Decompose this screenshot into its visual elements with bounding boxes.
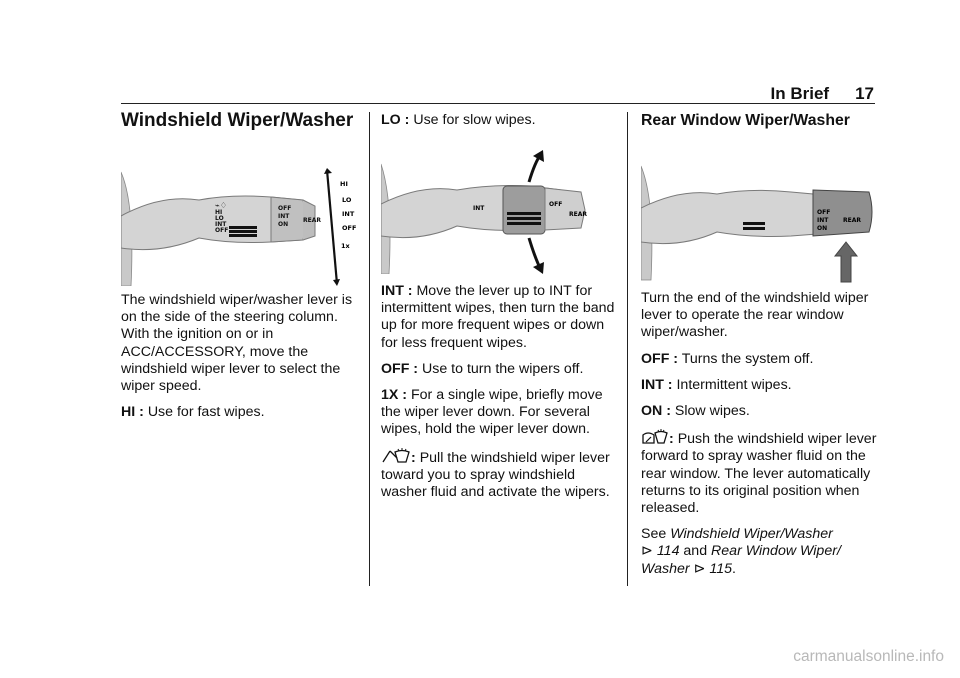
1x-entry — [381, 387, 621, 439]
lo-description: Use for slow wipes. — [413, 112, 536, 128]
off-entry — [381, 361, 621, 378]
windshield-washer-icon — [381, 448, 411, 464]
ref-page-arrow-icon-2: ⊳ — [693, 560, 706, 577]
lever-ring-on: ON — [278, 221, 289, 228]
lever-hi: HI — [215, 209, 223, 216]
figure-label-lo: LO — [342, 196, 352, 204]
washer-term: : — [411, 449, 416, 466]
rear-on-term: ON : — [641, 403, 671, 420]
ref-link-rear-wiper[interactable]: Rear Window Wiper/ Washer — [641, 543, 841, 577]
hi-entry — [121, 404, 357, 421]
lever-int: INT — [215, 221, 227, 228]
rear-off-entry — [641, 351, 881, 368]
figure-label-1x: 1x — [341, 242, 350, 250]
int-term: INT : — [381, 283, 413, 299]
rear-int-term: INT : — [641, 376, 673, 393]
column-divider-1 — [369, 112, 370, 586]
watermark: carmanualsonline.info — [793, 648, 944, 665]
rear-washer-description: Push the windshield wiper lever forward to spray washer fluid on the rear window. The lever automatically returns to its original position when released. — [641, 431, 877, 517]
hi-description: Use for fast wipes. — [147, 404, 265, 421]
running-header — [771, 84, 874, 104]
wiper-lever-illustration-2 — [381, 150, 611, 274]
column-3-top — [641, 112, 881, 129]
lever3-ring-on: ON — [817, 225, 828, 232]
end-period: . — [732, 560, 736, 577]
lever-off: OFF — [215, 227, 229, 234]
and-text: and — [683, 543, 708, 560]
hi-term: HI : — [121, 404, 144, 421]
column-divider-2 — [627, 112, 628, 586]
rear-on-description: Slow wipes. — [674, 403, 750, 420]
rear-off-term: OFF : — [641, 350, 679, 367]
lever2-off: OFF — [549, 201, 563, 208]
lever-lo: LO — [215, 215, 224, 222]
ref-page-115[interactable]: 115 — [709, 560, 733, 577]
rear-window-washer-icon — [641, 429, 669, 445]
lever-rear: REAR — [303, 217, 321, 224]
lever-ring-int: INT — [278, 213, 290, 220]
see-text: See — [641, 526, 667, 543]
ref-page-114[interactable]: 114 — [656, 543, 680, 560]
lever3-ring-off: OFF — [817, 209, 831, 216]
int-entry — [381, 283, 621, 352]
section-title: In Brief — [770, 84, 830, 103]
off-term: OFF : — [381, 360, 419, 377]
1x-description: For a single wipe, briefly move the wiper lever down. For several wipes, hold the wiper lever down. — [381, 387, 603, 438]
ref-link-wiper-washer[interactable]: Windshield Wiper/Washer — [670, 526, 833, 543]
rear-intro-paragraph: Turn the end of the windshield wiper lever to operate the rear window wiper/washer. — [641, 290, 869, 341]
off-description: Use to turn the wipers off. — [422, 360, 584, 377]
rear-int-entry — [641, 377, 881, 394]
lever3-ring-int: INT — [817, 217, 829, 224]
rear-washer-term: : — [669, 431, 674, 448]
washer-entry — [381, 448, 621, 502]
lever2-rear: REAR — [569, 211, 587, 218]
lever-ring-off: OFF — [278, 205, 292, 212]
rear-int-description: Intermittent wipes. — [676, 376, 792, 393]
lever2-int: INT — [473, 205, 485, 212]
1x-term: 1X : — [381, 387, 408, 404]
page-number: 17 — [855, 84, 874, 103]
rear-washer-entry — [641, 429, 881, 517]
section-heading-rear-wiper: Rear Window Wiper/Washer — [641, 112, 850, 129]
column-1-text — [121, 292, 357, 430]
lo-term: LO : — [381, 112, 410, 128]
lo-entry — [381, 112, 617, 129]
rear-off-description: Turns the system off. — [681, 350, 814, 367]
lever3-rear: REAR — [843, 217, 861, 224]
figure-label-off: OFF — [342, 224, 357, 232]
ref-page-arrow-icon: ⊳ — [641, 543, 653, 560]
rear-on-entry — [641, 403, 881, 420]
washer-description: Pull the windshield wiper lever toward you to spray windshield washer fluid and activate the wipers. — [381, 449, 610, 501]
column-1 — [121, 112, 357, 129]
section-heading-wiper-washer: Windshield Wiper/Washer — [121, 110, 354, 131]
rear-wiper-lever-illustration — [641, 160, 877, 284]
column-2-top — [381, 112, 617, 138]
figure-label-int: INT — [342, 210, 355, 218]
column-3-text — [641, 290, 881, 587]
see-also — [641, 526, 881, 578]
column-2-text — [381, 283, 621, 510]
int-description: Move the lever up to INT for intermittent wipes, then turn the band up for more frequent wipes or down for less frequent wipes. — [381, 283, 615, 351]
wiper-lever-illustration-1 — [121, 164, 361, 286]
intro-paragraph: The windshield wiper/washer lever is on the side of the steering column. With the ignition on or in ACC/ACCESSORY, move the windshield wiper lever to select the wiper speed. — [121, 292, 353, 395]
figure-label-hi: HI — [340, 180, 348, 188]
lever-washer-icon-label: ⌁♢ — [215, 201, 227, 210]
header-rule — [121, 103, 875, 104]
